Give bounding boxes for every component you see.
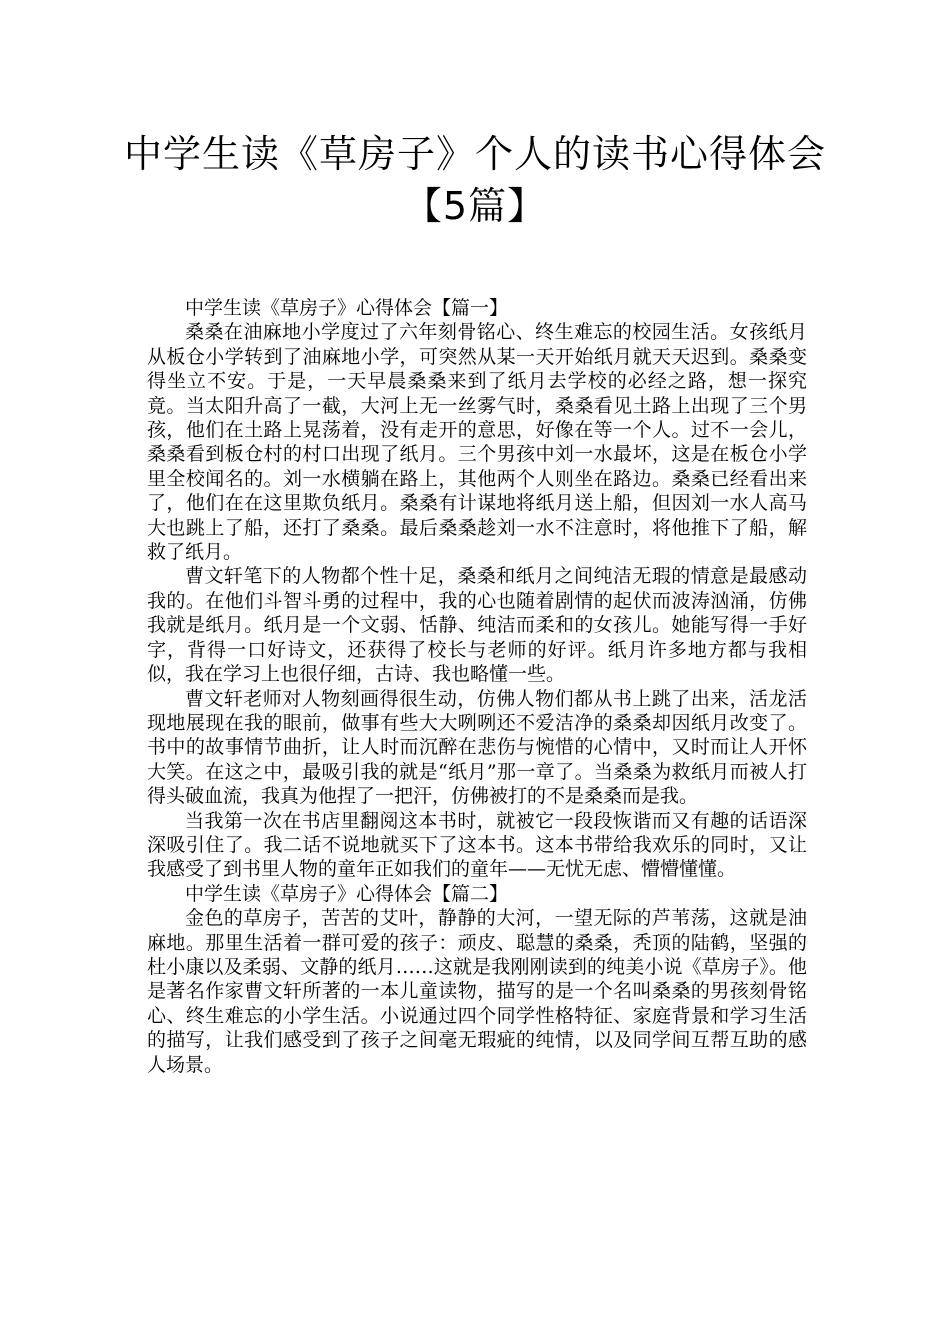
document-title: 中学生读《草房子》个人的读书心得体会【5篇】 [123,132,826,228]
paragraph: 曹文轩老师对人物刻画得很生动，仿佛人物们都从书上跳了出来，活龙活现地展现在我的眼前，做事有些大大咧咧还不爱洁净的桑桑却因纸月改变了。书中的故事情节曲折，让人时而沉醉在悲伤与惋惜的心情中，又时而让人开怀大笑。在这之中，最吸引我的就是“纸月”那一章了。当桑桑为救纸月而被人打得头破血流，我真为他捏了一把汗，仿佛被打的不是桑桑而是我。 [147,687,807,808]
document-body [147,296,807,1077]
paragraph: 桑桑在油麻地小学度过了六年刻骨铭心、终生难忘的校园生活。女孩纸月从板仓小学转到了油麻地小学，可突然从某一天开始纸月就天天迟到。桑桑变得坐立不安。于是，一天早晨桑桑来到了纸月去学校的必经之路，想一探究竟。当太阳升高了一截，大河上无一丝雾气时，桑桑看见土路上出现了三个男孩，他们在土路上晃荡着，没有走开的意思，好像在等一个人。过不一会儿，桑桑看到板仓村的村口出现了纸月。三个男孩中刘一水最坏，这是在板仓小学里全校闻名的。刘一水横躺在路上，其他两个人则坐在路边。桑桑已经看出来了，他们在在这里欺负纸月。桑桑有计谋地将纸月送上船，但因刘一水人高马大也跳上了船，还打了桑桑。最后桑桑趁刘一水不注意时，将他推下了船，解救了纸月。 [147,321,807,564]
paragraph: 金色的草房子，苦苦的艾叶，静静的大河，一望无际的芦苇荡，这就是油麻地。那里生活着一群可爱的孩子：顽皮、聪慧的桑桑，秃顶的陆鹤，坚强的杜小康以及柔弱、文静的纸月……这就是我刚刚读到的纯美小说《草房子》。他是著名作家曹文轩所著的一本儿童读物，描写的是一个名叫桑桑的男孩刻骨铭心、终生难忘的小学生活。小说通过四个同学性格特征、家庭背景和学习生活的描写，让我们感受到了孩子之间毫无瑕疵的纯情，以及同学间互帮互助的感人场景。 [147,907,807,1076]
paragraph: 当我第一次在书店里翻阅这本书时，就被它一段段恢谐而又有趣的话语深深吸引住了。我二话不说地就买下了这本书。这本书带给我欢乐的同时，又让我感受了到书里人物的童年正如我们的童年——无忧无虑、懵懵懂懂。 [147,809,807,881]
section-heading-1: 中学生读《草房子》心得体会【篇一】 [185,297,509,319]
paragraph: 曹文轩笔下的人物都个性十足，桑桑和纸月之间纯洁无瑕的情意是最感动我的。在他们斗智斗勇的过程中，我的心也随着剧情的起伏而波涛汹涌，仿佛我就是纸月。纸月是一个文弱、恬静、纯洁而柔和的女孩儿。她能写得一手好字，背得一口好诗文，还获得了校长与老师的好评。纸月许多地方都与我相似，我在学习上也很仔细，古诗、我也略懂一些。 [147,565,807,686]
section-heading-2: 中学生读《草房子》心得体会【篇二】 [185,882,509,905]
